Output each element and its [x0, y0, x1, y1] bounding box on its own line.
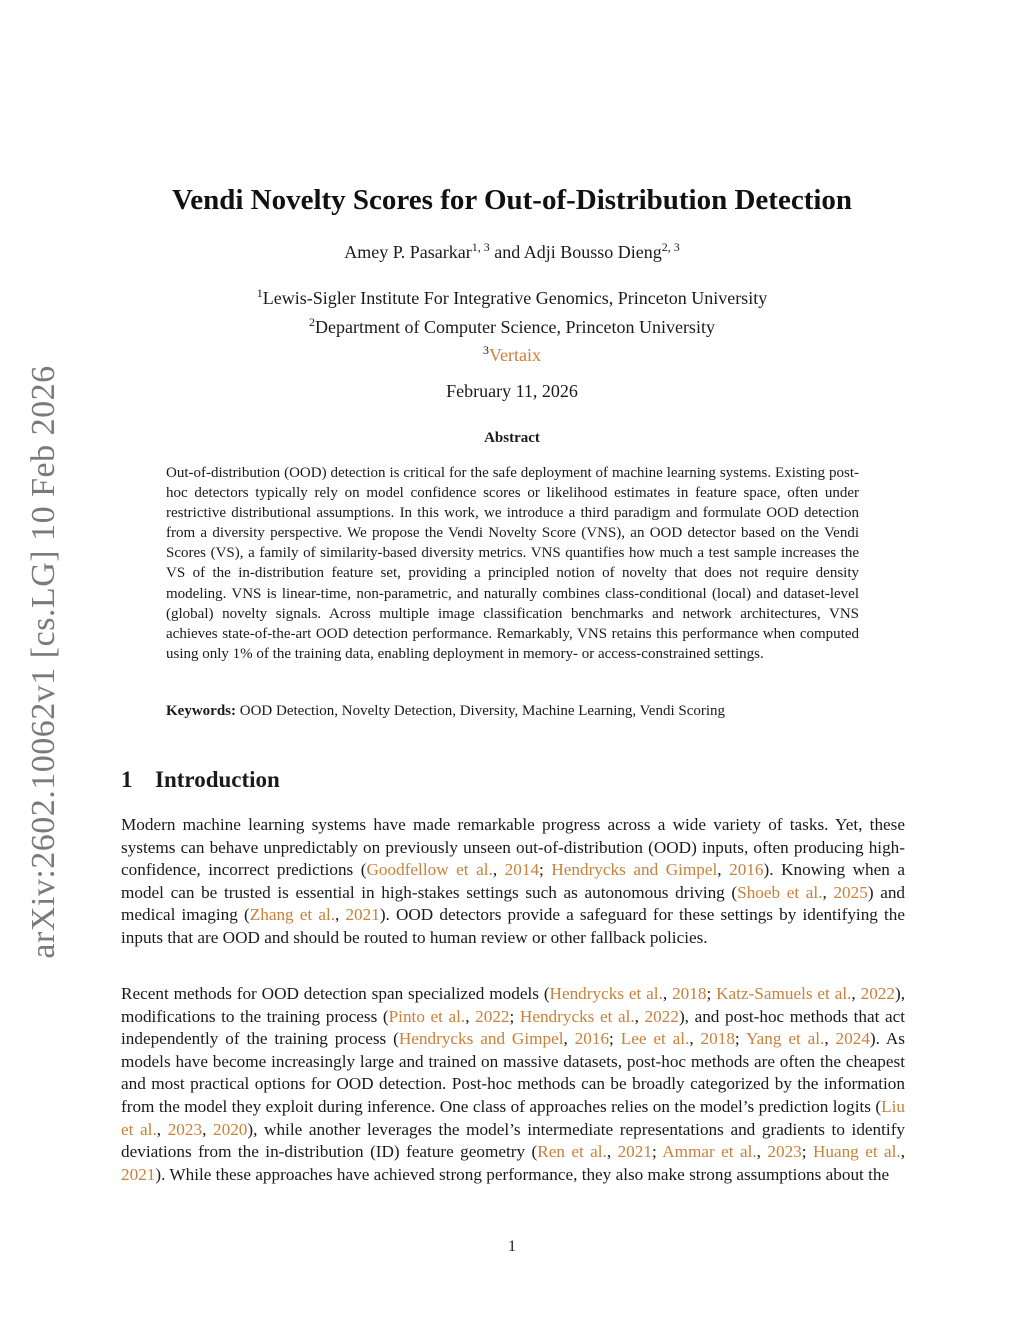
paragraph-text: ) and medical imaging ( — [121, 882, 906, 925]
paragraph-text: ), and post-hoc methods that act independently of the training process ( — [121, 1006, 906, 1049]
paragraph-text: , — [563, 1029, 575, 1049]
citation-link[interactable]: 2016 — [729, 860, 764, 880]
paragraph-text: , — [606, 1142, 618, 1162]
paragraph-text: , — [824, 1029, 836, 1049]
keywords-label: Keywords: — [166, 703, 236, 719]
paragraph-text: , — [662, 984, 673, 1003]
citation-link[interactable]: Goodfellow et al. — [366, 860, 493, 880]
affiliation-line — [0, 339, 1024, 368]
abstract-heading: Abstract — [484, 430, 540, 446]
paragraph-text: ; — [801, 1142, 813, 1162]
citation-link[interactable]: Hendrycks et al. — [519, 1006, 635, 1026]
paper-title: Vendi Novelty Scores for Out-of-Distribution Detection — [171, 184, 853, 216]
citation-link[interactable]: Liu et al. — [121, 1096, 905, 1139]
paragraph-text: ), modifications to the training process ( — [121, 984, 906, 1026]
paragraph-text: ). Knowing when a model can be trusted is essential in high-stakes settings such as autonomous driving ( — [121, 860, 905, 902]
author-line — [0, 240, 1024, 263]
paragraph-text: ; — [609, 1029, 621, 1049]
affiliation-line — [0, 282, 1024, 311]
paragraph-text: , — [156, 1119, 168, 1139]
citation-link[interactable]: 2018 — [700, 1029, 735, 1049]
author-name: Adji Bousso Dieng — [523, 242, 662, 262]
citation-link[interactable]: 2021 — [345, 905, 380, 925]
citation-link[interactable]: 2023 — [767, 1142, 802, 1162]
citation-link[interactable]: Hendrycks and Gimpel — [551, 860, 718, 880]
paragraph-text: Recent methods for OOD detection span specialized models ( — [121, 984, 550, 1003]
affil-sup: 2 — [309, 314, 316, 329]
citation-link[interactable]: 2020 — [213, 1119, 248, 1139]
citation-link[interactable]: 2023 — [167, 1119, 203, 1139]
citation-link[interactable]: 2016 — [574, 1029, 610, 1049]
paragraph-text: ). While these approaches have achieved strong performance, they also make strong assumptions about the — [155, 1164, 890, 1184]
citation-link[interactable]: Pinto et al. — [388, 1006, 466, 1026]
citation-link[interactable]: 2018 — [672, 984, 707, 1003]
paragraph-text: , — [900, 1142, 906, 1162]
section-number: 1 — [121, 767, 133, 792]
paragraph-text: , — [634, 1006, 645, 1026]
citation-link[interactable]: Zhang et al. — [249, 905, 336, 925]
author-name: Amey P. Pasarkar — [344, 242, 472, 262]
keywords-list: OOD Detection, Novelty Detection, Diversity, Machine Learning, Vendi Scoring — [239, 703, 726, 719]
citation-link[interactable]: 2014 — [504, 860, 540, 880]
citation-link[interactable]: Shoeb et al. — [737, 882, 823, 902]
paragraph-text: , — [689, 1029, 701, 1049]
author-affil-sup: 2, 3 — [661, 240, 680, 254]
affil-sup: 3 — [483, 343, 489, 357]
paragraph-text: Modern machine learning systems have made remarkable progress across a wide variety of tasks. Yet, these systems can behave unpredictably on previously unseen out-of-distribution (OOD) inputs, often producing high-confidence, incorrect predictions ( — [121, 815, 905, 880]
citation-link[interactable]: 2022 — [475, 1006, 510, 1026]
affil-text: Department of Computer Science, Princeton University — [315, 316, 715, 337]
citation-link[interactable]: Ren et al. — [537, 1142, 607, 1162]
paragraph-text: , — [851, 984, 861, 1003]
paragraph-text: , — [717, 860, 730, 880]
paragraph-text: , — [756, 1142, 768, 1162]
paragraph-text: , — [492, 860, 505, 880]
citation-link[interactable]: 2022 — [860, 984, 895, 1003]
citation-link[interactable]: 2024 — [835, 1029, 870, 1049]
paragraph-text: ). OOD detectors provide a safeguard for these settings by identifying the inputs that are OOD and should be routed to human review or other fallback policies. — [121, 905, 906, 947]
citation-link[interactable]: Lee et al. — [620, 1029, 690, 1049]
intro-paragraph — [121, 983, 905, 1186]
citation-link[interactable]: Katz-Samuels et al. — [716, 984, 852, 1003]
paragraph-text: ; — [539, 860, 552, 880]
citation-link[interactable]: 2021 — [617, 1142, 652, 1162]
citation-link[interactable]: Yang et al. — [745, 1029, 825, 1049]
affil-text: Lewis-Sigler Institute For Integrative Genomics, Princeton University — [262, 288, 768, 308]
affiliation-line — [0, 311, 1024, 340]
paragraph-text: , — [465, 1006, 476, 1026]
author-affil-sup: 1, 3 — [471, 240, 490, 254]
paragraph-text: ; — [509, 1006, 520, 1026]
paragraph-text: ). As models have become increasingly large and trained on massive datasets, post-hoc methods are often the cheapest and most practical options for OOD detection. Post-hoc methods can be broadly categorized by the information from the model they exploit during inference. One class of approaches relies on the model’s prediction logits ( — [121, 1029, 905, 1116]
arxiv-identifier: arXiv:2602.10062v1 [cs.LG] 10 Feb 2026 — [25, 365, 62, 959]
paragraph-text: ; — [734, 1029, 746, 1049]
citation-link[interactable]: 2022 — [644, 1006, 679, 1026]
affiliations — [0, 282, 1024, 368]
affil-sup: 1 — [256, 286, 263, 300]
paper-date: February 11, 2026 — [446, 381, 578, 401]
paragraph-text: , — [822, 882, 834, 902]
citation-link[interactable]: 2025 — [833, 882, 868, 902]
citation-link[interactable]: 2021 — [121, 1164, 156, 1184]
affil-link-vertaix[interactable]: Vertaix — [489, 345, 541, 365]
page-number: 1 — [508, 1238, 516, 1255]
section-heading — [121, 767, 280, 793]
section-title: Introduction — [155, 767, 280, 792]
paragraph-text: ; — [706, 984, 717, 1003]
intro-paragraph — [121, 814, 905, 950]
citation-link[interactable]: Hendrycks and Gimpel — [398, 1029, 564, 1049]
keywords-line — [166, 703, 859, 720]
paragraph-text: , — [335, 905, 346, 925]
paragraph-text: ; — [651, 1142, 663, 1162]
author-joiner: and — [489, 242, 524, 262]
abstract-body: Out-of-distribution (OOD) detection is critical for the safe deployment of machine learning systems. Existing post-hoc detectors typically rely on model confidence scores or likelihood estimates in feature space, often under restrictive distributional assumptions. In this work, we introduce a third paradigm and formulate OOD detection from a diversity perspective. We propose the Vendi Novelty Score (VNS), an OOD detector based on the Vendi Scores (VS), a family of similarity-based diversity metrics. VNS quantifies how much a test sample increases the VS of the in-distribution feature set, providing a principled notion of novelty that does not require density modeling. VNS is linear-time, non-parametric, and naturally combines class-conditional (local) and dataset-level (global) novelty signals. Across multiple image classification benchmarks and network architectures, VNS achieves state-of-the-art OOD detection performance. Remarkably, VNS retains this performance when computed using only 1% of the training data, enabling deployment in memory- or access-constrained settings. — [166, 465, 859, 662]
paragraph-text: ), while another leverages the model’s intermediate representations and gradients to identify deviations from the in-distribution (ID) feature geometry ( — [121, 1119, 906, 1162]
citation-link[interactable]: Ammar et al. — [662, 1142, 757, 1162]
paragraph-text: , — [202, 1119, 213, 1139]
citation-link[interactable]: Huang et al. — [812, 1142, 901, 1162]
citation-link[interactable]: Hendrycks et al. — [549, 984, 663, 1003]
